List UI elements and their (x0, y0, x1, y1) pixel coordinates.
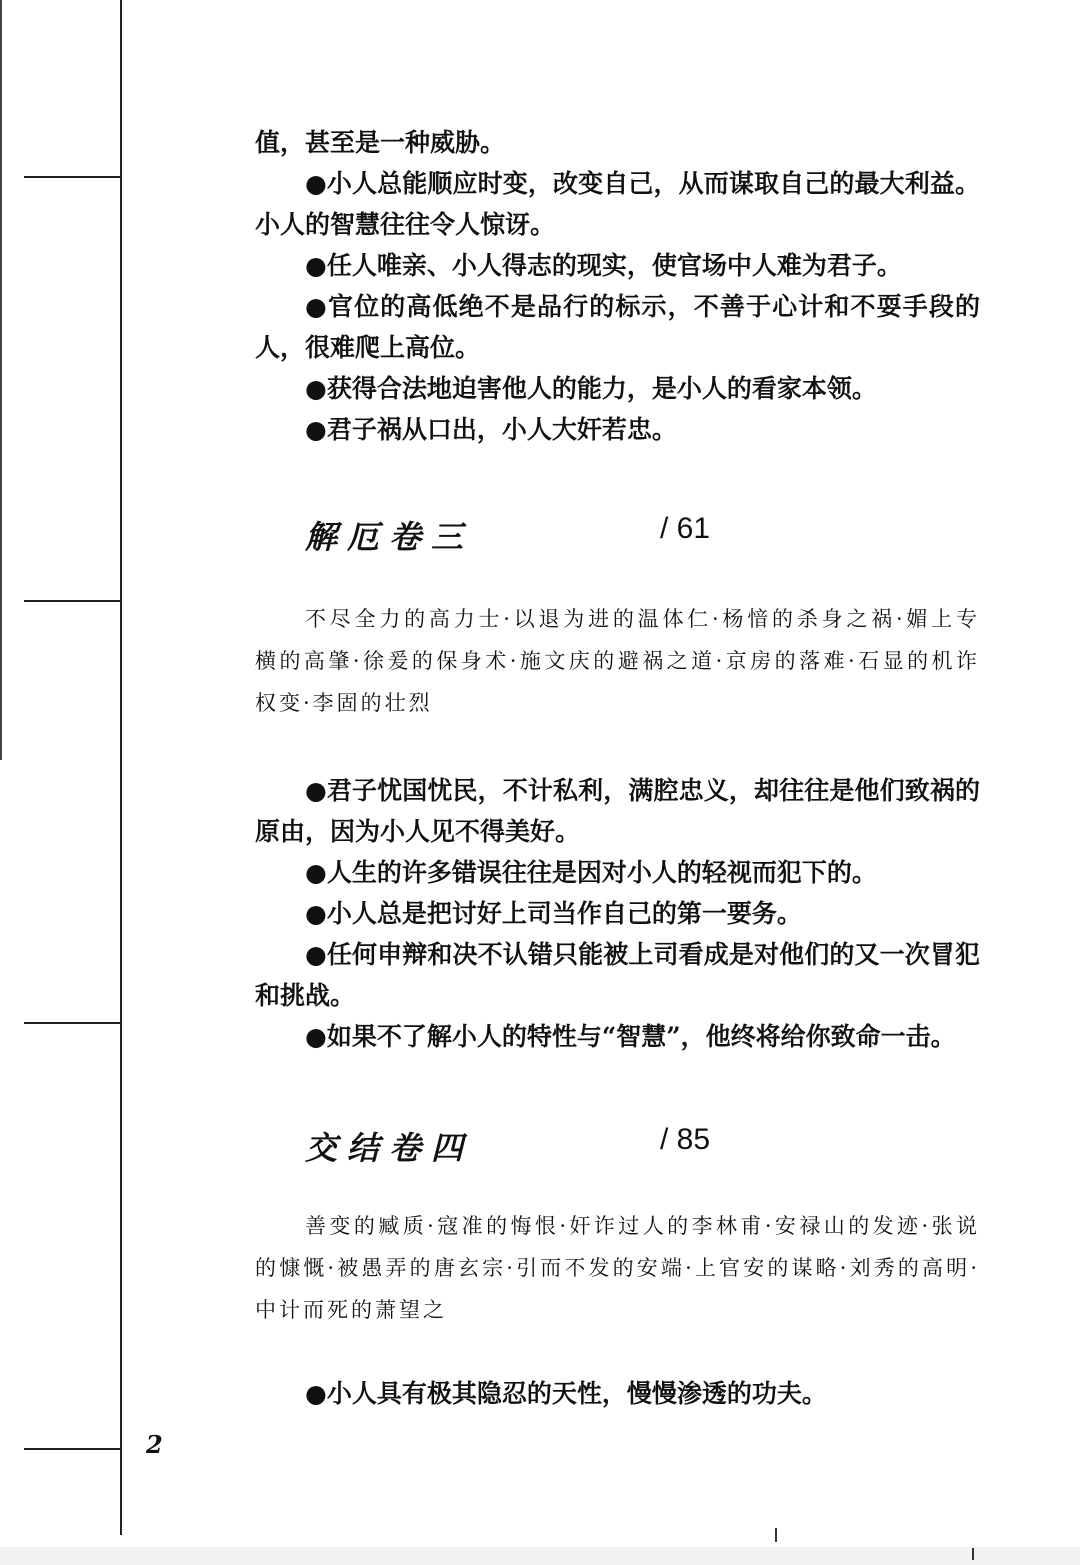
chapter-title: 交结卷四 (305, 1129, 474, 1167)
chapter-page-ref: / 85 (660, 1123, 711, 1156)
bullet-item: ●如果不了解小人的特性与“智慧”，他终将给你致命一击。 (305, 1022, 956, 1051)
page-content (255, 122, 980, 1414)
chapter-summary: 不尽全力的高力士·以退为进的温体仁·杨愔的杀身之祸·媚上专横的高肇·徐爰的保身术·施文庆的避祸之道·京房的落难·石显的机诈权变·李固的壮烈 (255, 607, 980, 715)
bullet-item: ●人生的许多错误往往是因对小人的轻视而犯下的。 (305, 858, 877, 887)
bullet-item: ●小人总是把讨好上司当作自己的第一要务。 (305, 899, 802, 928)
page-number: 2 (146, 1430, 163, 1459)
bullet-item: ●小人具有极其隐忍的天性，慢慢渗透的功夫。 (305, 1379, 827, 1408)
chapter-page-ref: / 61 (660, 512, 711, 545)
bullet-item: ●君子忧国忧民，不计私利，满腔忠义，却往往是他们致祸的原由，因为小人见不得美好。 (255, 776, 980, 846)
binding-tick (24, 176, 120, 178)
scan-mark (775, 1528, 777, 1542)
chapter4-bullet-list (255, 1373, 980, 1414)
page-edge-line (0, 0, 2, 760)
binding-tick (24, 1448, 120, 1450)
chapter-heading-4 (255, 1123, 980, 1171)
binding-spine-line (120, 0, 122, 1535)
chapter-heading-3 (255, 512, 980, 560)
bullet-item: ●任何申辩和决不认错只能被上司看成是对他们的又一次冒犯和挑战。 (255, 940, 980, 1010)
chapter3-bullet-list (255, 770, 980, 1057)
bullet-continuation: 值，甚至是一种威胁。 (255, 128, 506, 157)
bullet-item: ●君子祸从口出，小人大奸若忠。 (305, 415, 677, 444)
chapter-title: 解厄卷三 (305, 518, 474, 556)
bullet-item: ●任人唯亲、小人得志的现实，使官场中人难为君子。 (305, 251, 902, 280)
scan-mark (972, 1548, 974, 1560)
bullet-item: ●获得合法地迫害他人的能力，是小人的看家本领。 (305, 374, 877, 403)
bullet-item: ●小人总能顺应时变，改变自己，从而谋取自己的最大利益。小人的智慧往往令人惊讶。 (255, 169, 980, 239)
binding-tick (24, 600, 120, 602)
bullet-item: ●官位的高低绝不是品行的标示，不善于心计和不耍手段的人，很难爬上高位。 (255, 292, 980, 362)
top-bullet-list (255, 122, 980, 450)
binding-tick (24, 1022, 120, 1024)
scan-bottom-strip (0, 1547, 1080, 1565)
chapter-summary: 善变的臧质·寇准的悔恨·奸诈过人的李林甫·安禄山的发迹·张说的慷慨·被愚弄的唐玄宗·引而不发的安端·上官安的谋略·刘秀的高明·中计而死的萧望之 (255, 1214, 980, 1322)
